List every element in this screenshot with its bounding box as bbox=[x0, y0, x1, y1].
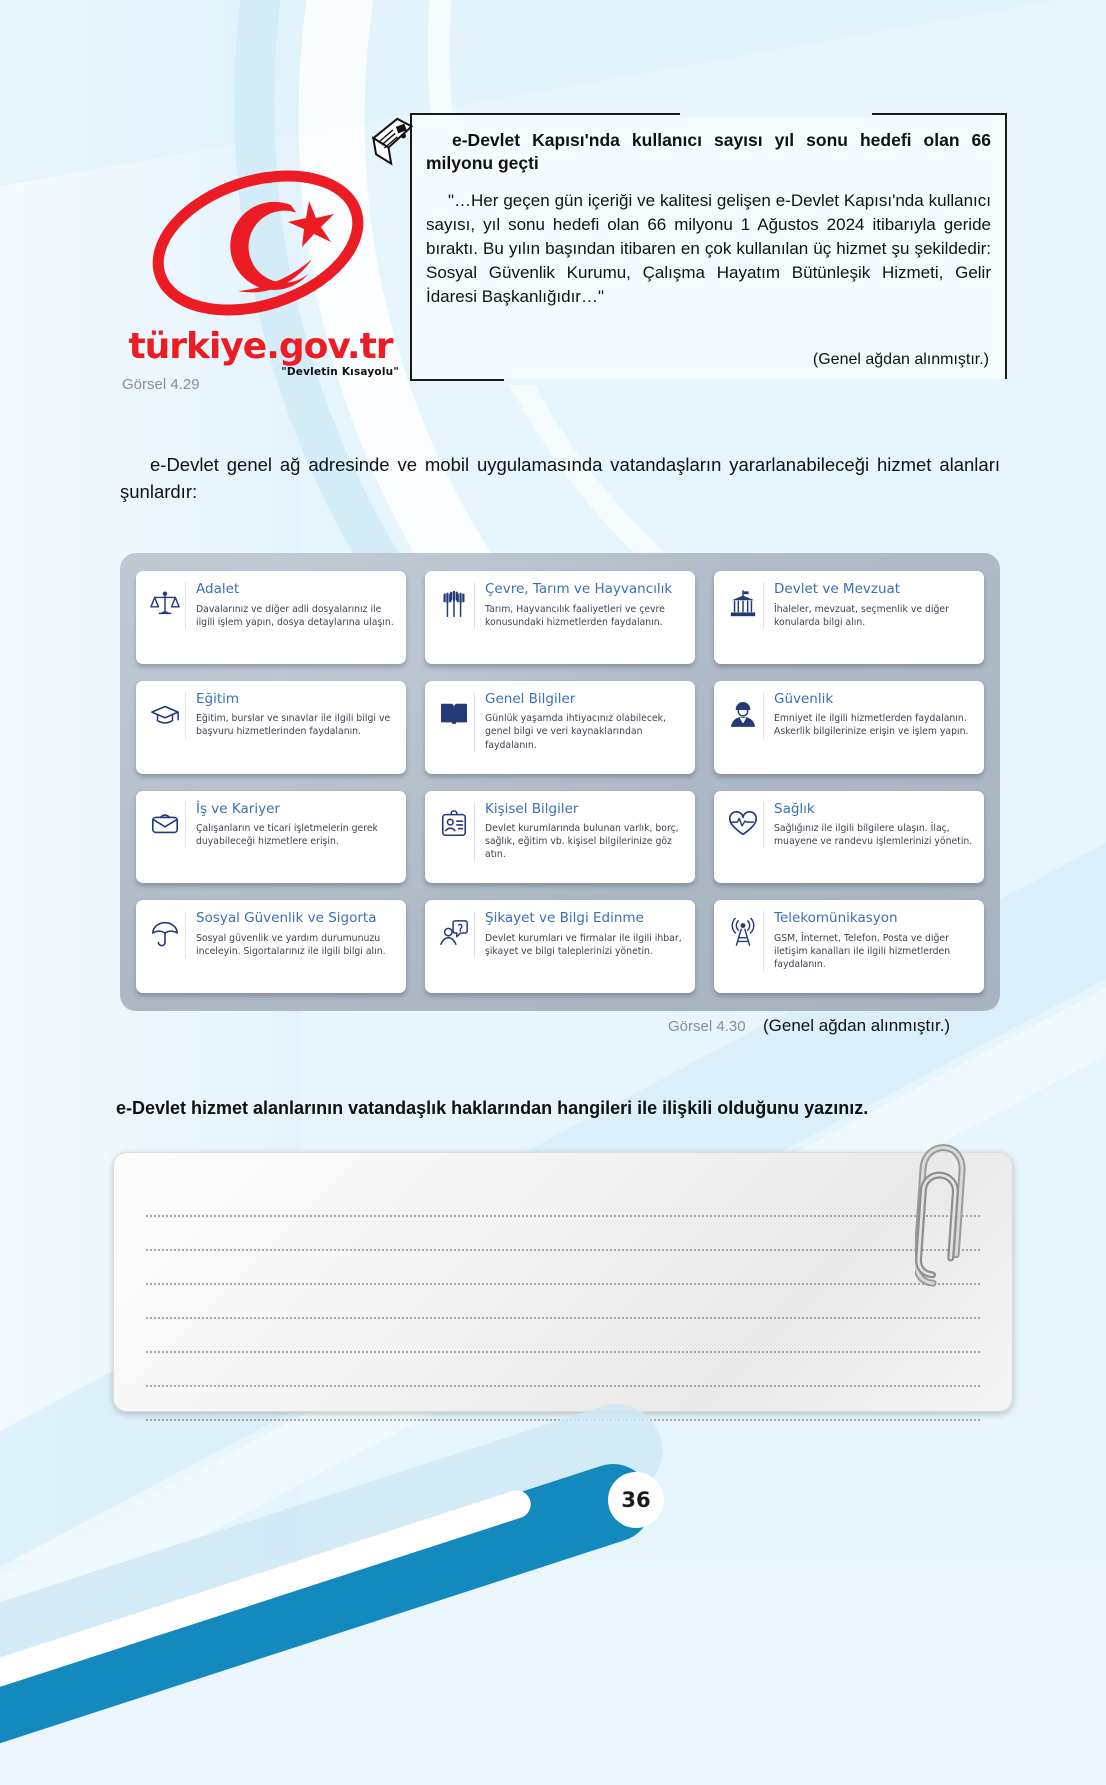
service-card-title: Şikayet ve Bilgi Edinme bbox=[485, 910, 644, 927]
service-card-desc: Çalışanların ve ticari işletmelerin gerek duyabileceği hizmetlere erişin. bbox=[196, 823, 378, 848]
logo-tagline: "Devletin Kısayolu" bbox=[281, 366, 399, 378]
answer-line[interactable] bbox=[146, 1319, 980, 1353]
broadcast-tower-icon bbox=[723, 913, 763, 953]
news-headline: e-Devlet Kapısı'nda kullanıcı sayısı yıl sonu hedefi olan 66 milyonu geçti bbox=[426, 130, 991, 173]
figure-429-caption: Görsel 4.29 bbox=[122, 376, 200, 393]
open-book-icon bbox=[434, 694, 474, 734]
service-card-desc: Eğitim, burslar ve sınavlar ile ilgili bilgi ve başvuru hizmetlerinden faydalanın. bbox=[196, 713, 391, 738]
service-card-grid bbox=[136, 571, 984, 993]
service-card-desc: GSM, İnternet, Telefon, Posta ve diğer iletişim kanalları ile ilgili hizmetlerden faydalanın. bbox=[774, 932, 951, 971]
news-source-note: (Genel ağdan alınmıştır.) bbox=[812, 351, 989, 368]
service-card-desc: Sosyal güvenlik ve yardım durumunuzu inceleyin. Sigortalarınız ile ilgili bilgi alın. bbox=[196, 932, 386, 957]
service-card-desc: Sağlığınız ile ilgili bilgilere ulaşın. İlaç, muayene ve randevu işlemlerinizi yönetin. bbox=[774, 823, 973, 848]
service-card-title: İş ve Kariyer bbox=[196, 800, 280, 817]
id-card-icon bbox=[434, 804, 474, 844]
figure-430-source: (Genel ağdan alınmıştır.) bbox=[763, 1016, 951, 1035]
service-card-desc: Emniyet ile ilgili hizmetlerden faydalanın. Askerlik bilgilerinize erişin ve işlem yapın. bbox=[774, 713, 969, 738]
intro-paragraph: e-Devlet genel ağ adresinde ve mobil uygulamasında vatandaşların yararlanabileceği hizmet alanları şunlardır: bbox=[120, 454, 1000, 502]
heart-pulse-icon bbox=[723, 804, 763, 844]
service-card-title: Çevre, Tarım ve Hayvancılık bbox=[485, 581, 673, 597]
service-card-guvenlik[interactable] bbox=[714, 681, 984, 774]
service-card-is-ve-kariyer[interactable] bbox=[136, 791, 406, 884]
service-card-egitim[interactable] bbox=[136, 681, 406, 774]
turkiye-gov-tr-logo-icon bbox=[146, 165, 376, 325]
service-card-genel-bilgiler[interactable] bbox=[425, 681, 695, 774]
service-card-desc: Günlük yaşamda ihtiyacınız olabilecek, genel bilgi ve veri kaynaklarından faydalanın. bbox=[485, 713, 666, 751]
service-card-desc: Davalarınız ve diğer adli dosyalarınız ile ilgili işlem yapın, dosya detaylarına ulaşın. bbox=[196, 603, 394, 628]
figure-430-caption: Görsel 4.30 bbox=[668, 1018, 746, 1035]
service-card-desc: Devlet kurumları ve firmalar ile ilgili ihbar, şikayet ve bilgi taleplerinizi yönetin. bbox=[485, 932, 682, 957]
service-card-telekomunikasyon[interactable] bbox=[714, 900, 984, 993]
speech-bubble-question-icon bbox=[434, 913, 474, 953]
service-card-sikayet-ve-bilgi-edinme[interactable] bbox=[425, 900, 695, 993]
answer-line[interactable] bbox=[146, 1387, 980, 1421]
edevlet-service-categories-panel bbox=[120, 553, 1000, 1011]
wheat-icon bbox=[434, 584, 474, 624]
service-card-title: Sağlık bbox=[774, 800, 815, 817]
police-officer-icon bbox=[723, 694, 763, 734]
answer-line[interactable] bbox=[146, 1217, 980, 1251]
logo-wordmark: türkiye.gov.tr bbox=[128, 326, 393, 367]
service-card-title: Devlet ve Mevzuat bbox=[774, 581, 901, 597]
graduation-cap-icon bbox=[145, 694, 185, 734]
service-card-title: Güvenlik bbox=[774, 690, 834, 707]
service-card-title: Sosyal Güvenlik ve Sigorta bbox=[196, 910, 377, 927]
page-number: 36 bbox=[608, 1472, 664, 1528]
service-card-sosyal-guvenlik-ve-sigorta[interactable] bbox=[136, 900, 406, 993]
service-card-title: Adalet bbox=[196, 581, 240, 597]
service-card-title: Genel Bilgiler bbox=[485, 690, 576, 707]
umbrella-icon bbox=[145, 913, 185, 953]
service-card-desc: Devlet kurumlarında bulunan varlık, borç, sağlık, eğitim vb. kişisel bilgilerinize göz atın. bbox=[485, 823, 679, 861]
answer-notepad[interactable] bbox=[113, 1152, 1013, 1412]
service-card-title: Kişisel Bilgiler bbox=[485, 800, 579, 817]
service-card-saglik[interactable] bbox=[714, 791, 984, 884]
service-card-desc: Tarım, Hayvancılık faaliyetleri ve çevre konusundaki hizmetlerden faydalanın. bbox=[485, 603, 665, 628]
scales-icon bbox=[145, 584, 185, 624]
answer-line[interactable] bbox=[146, 1251, 980, 1285]
news-body-text: "…Her geçen gün içeriği ve kalitesi gelişen e-Devlet Kapısı'nda kullanıcı sayısı, yıl sonu hedefi olan 66 milyonu 1 Ağustos 2024 itibarıyla geride bıraktı. Bu yılın başından itibaren en çok kullanılan üç hizmet şu şekildedir: Sosyal Güvenlik Kurumu, Çalışma Hayatım Bütünleşik Hizmeti, Gelir İdaresi Başkanlığıdır…" bbox=[426, 190, 991, 306]
service-card-title: Telekomünikasyon bbox=[774, 910, 898, 927]
answer-line[interactable] bbox=[146, 1183, 980, 1217]
news-clipping-box bbox=[410, 113, 1007, 381]
paperclip-icon bbox=[915, 1133, 967, 1293]
service-card-kisisel-bilgiler[interactable] bbox=[425, 791, 695, 884]
service-card-title: Eğitim bbox=[196, 690, 240, 707]
service-card-cevre-tarim-hayvancilik[interactable] bbox=[425, 571, 695, 664]
service-card-adalet[interactable] bbox=[136, 571, 406, 664]
government-building-icon bbox=[723, 584, 763, 624]
edevlet-logo-figure bbox=[118, 165, 403, 390]
service-card-desc: İhaleler, mevzuat, seçmenlik ve diğer konularda bilgi alın. bbox=[774, 603, 949, 628]
answer-line[interactable] bbox=[146, 1353, 980, 1387]
answer-line[interactable] bbox=[146, 1285, 980, 1319]
service-card-devlet-ve-mevzuat[interactable] bbox=[714, 571, 984, 664]
briefcase-icon bbox=[145, 804, 185, 844]
activity-question: e-Devlet hizmet alanlarının vatandaşlık haklarından hangileri ile ilişkili olduğunu yazınız. bbox=[116, 1098, 869, 1118]
